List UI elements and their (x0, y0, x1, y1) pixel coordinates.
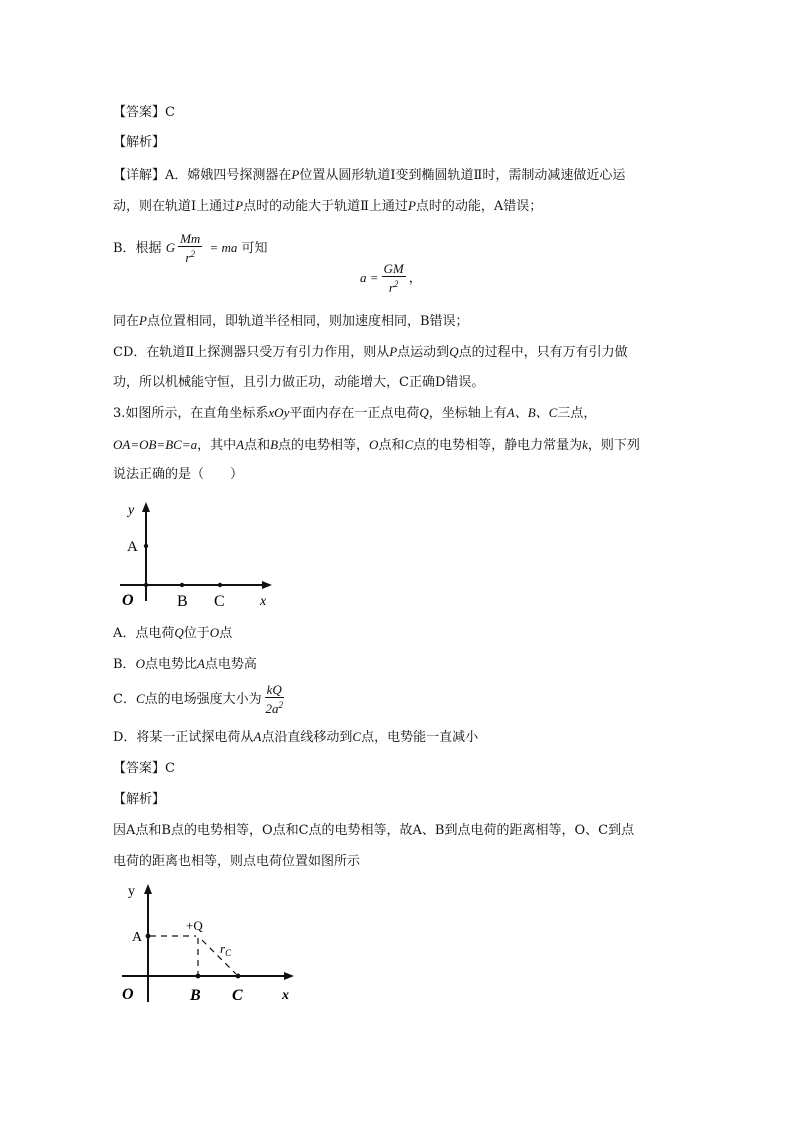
point-c (218, 583, 222, 587)
label-a: A (127, 539, 138, 555)
numerator: GM (383, 261, 404, 276)
var-abc: A、B、C (506, 405, 558, 420)
var-oa: OA=OB=BC=a (113, 437, 198, 452)
text: 点的电势相等，静电力常量为 (413, 438, 583, 453)
text: 【详解】A．嫦娥四号探测器在 (113, 168, 292, 183)
text: C． (113, 692, 136, 707)
text: 三点， (557, 406, 597, 421)
q3-line2 (113, 436, 640, 455)
text: 点的电场强度大小为 (144, 692, 262, 707)
label-o: O (122, 592, 134, 609)
q3-line3: 说法正确的是（ ） (113, 467, 244, 482)
option-a (113, 624, 232, 643)
detail-cd-line1 (113, 343, 628, 362)
text: B． (113, 657, 136, 672)
var-o: O (135, 656, 145, 671)
text: A．点电荷 (113, 626, 175, 641)
denominator: $2a^2$ (265, 700, 283, 716)
var-a: A (236, 437, 245, 452)
var-b: B (270, 437, 279, 452)
label-y: y (128, 503, 135, 518)
text: 点的过程中，只有万有引力做 (458, 345, 628, 360)
label-a: A (132, 930, 143, 945)
fraction-gm-r2 (382, 262, 406, 295)
var-p: P (407, 198, 416, 213)
point-a (144, 544, 148, 548)
text: 点，电势能一直减小 (361, 730, 479, 745)
fraction-kq-2a2 (265, 683, 284, 716)
point-c (236, 974, 241, 979)
label-rc (220, 941, 232, 958)
label-c: C (214, 593, 225, 610)
y-axis-arrow (144, 884, 152, 894)
text: 同在 (113, 314, 140, 329)
text: 点电势高 (204, 657, 257, 672)
numerator: kQ (266, 682, 282, 697)
point-a (146, 934, 151, 939)
label-x: x (282, 988, 289, 1003)
r: r (388, 280, 394, 295)
label-x: x (260, 594, 267, 609)
text: 点和 (244, 438, 271, 453)
analysis-2-line2: 电荷的距离也相等，则点电荷位置如图所示 (113, 854, 361, 869)
den-2a: 2a (265, 701, 279, 716)
text: 位置从圆形轨道Ⅰ变到椭圆轨道Ⅱ时，需制动减速做近心运 (299, 168, 626, 183)
lhs: a = (360, 270, 379, 285)
numerator: Mm (180, 231, 201, 246)
var-p: P (235, 198, 244, 213)
detail-a-line1 (113, 166, 625, 185)
point-o (144, 583, 148, 587)
var-q: Q (419, 405, 429, 420)
var-c: C (135, 691, 145, 706)
figure-1-axes (110, 498, 290, 613)
analysis-label-2: 【解析】 (113, 792, 166, 807)
equation-rhs: = ma (209, 240, 238, 255)
text: 平面内存在一正点电荷 (289, 406, 420, 421)
option-b (113, 655, 257, 674)
text: 点时的动能大于轨道Ⅱ上通过 (243, 199, 408, 214)
y-axis-arrow (142, 502, 150, 512)
label-b: B (177, 593, 188, 610)
var-o: O (209, 625, 220, 640)
q3-line1 (113, 404, 596, 423)
formula-a (360, 262, 422, 295)
text: ，坐标轴上有 (428, 406, 507, 421)
text: 点 (219, 626, 233, 641)
option-c (113, 683, 287, 716)
text: 点运动到 (397, 345, 450, 360)
text: D．将某一正试探电荷从 (113, 730, 254, 745)
label-o: O (122, 986, 134, 1003)
fraction-mm-r2 (178, 232, 202, 265)
answer-label-2: 【答案】C (113, 761, 175, 776)
text: 点时的动能，A错误； (415, 199, 543, 214)
comma: ， (408, 271, 422, 286)
sub-c: C (225, 948, 232, 958)
r: r (185, 250, 191, 265)
detail-a-line2 (113, 197, 542, 216)
var-p: P (291, 167, 300, 182)
x-axis-arrow (284, 972, 294, 980)
figure-2-axes (110, 878, 310, 1008)
text: 点沿直线移动到 (261, 730, 353, 745)
text: 点和 (378, 438, 405, 453)
text: 可知 (241, 241, 268, 256)
var-o: O (369, 437, 379, 452)
var-q: Q (174, 625, 184, 640)
x-axis-arrow (262, 581, 272, 589)
denominator: $r^2$ (185, 249, 195, 265)
var-xoy: xOy (268, 405, 290, 420)
var-k: k (582, 437, 588, 452)
text: 点电势比 (144, 657, 197, 672)
detail-b-line3 (113, 312, 469, 331)
point-b (180, 583, 184, 587)
analysis-label: 【解析】 (113, 135, 166, 150)
var-c: C (404, 437, 414, 452)
var-q: Q (449, 344, 459, 359)
text: 位于 (183, 626, 210, 641)
var-p: P (389, 344, 398, 359)
text: 点位置相同，即轨道半径相同，则加速度相同，B错误； (146, 314, 469, 329)
detail-b-line (113, 232, 268, 265)
text: B．根据 (113, 241, 162, 256)
text: 动，则在轨道Ⅰ上通过 (113, 199, 236, 214)
answer-label: 【答案】C (113, 105, 175, 120)
text: CD．在轨道Ⅱ上探测器只受万有引力作用，则从 (113, 345, 390, 360)
var-a: A (196, 656, 205, 671)
label-b: B (190, 987, 201, 1004)
text: ，则下列 (587, 438, 640, 453)
point-b (196, 974, 201, 979)
detail-cd-line2: 功，所以机械能守恒，且引力做正功，动能增大，C正确D错误。 (113, 375, 485, 390)
var-p: P (139, 313, 147, 328)
r: r (220, 941, 226, 956)
label-plus-q: +Q (186, 918, 203, 933)
var-c: C (352, 729, 362, 744)
label-c: C (232, 987, 243, 1004)
var-g: G (165, 240, 176, 255)
analysis-2-line1: 因A点和B点的电势相等，O点和C点的电势相等，故A、B到点电荷的距离相等，O、C到点 (113, 823, 635, 838)
var-a: A (253, 729, 262, 744)
text: 点的电势相等， (278, 438, 370, 453)
text: ，其中 (197, 438, 237, 453)
option-d (113, 728, 478, 747)
text: 3.如图所示，在直角坐标系 (113, 406, 269, 421)
label-y: y (128, 884, 135, 899)
denominator: $r^2$ (388, 279, 399, 295)
